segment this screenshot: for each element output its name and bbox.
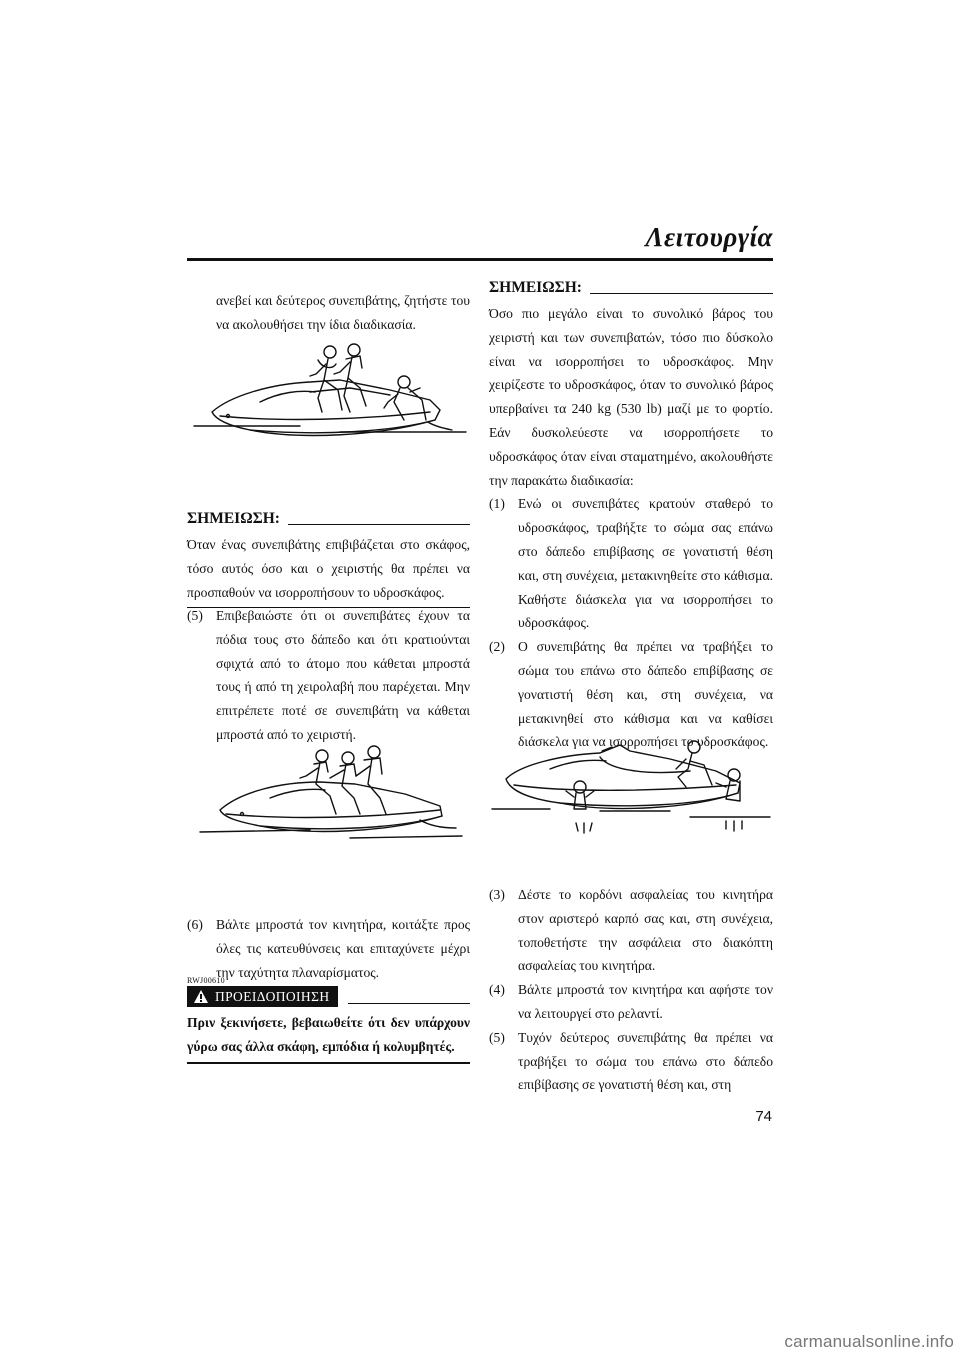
note-1-heading-rule xyxy=(288,524,470,525)
note-1-heading xyxy=(187,509,470,529)
list-item-text: Ο συνεπιβάτης θα πρέπει να τραβήξει το σώμα του επάνω στο δάπεδο επιβίβασης σε γονατιστή θέση και, στη συνέχεια, να μετακινηθεί στο κάθισμα και να καθίσει διάσκελα για να ισορροπήσει το υδροσκάφος. xyxy=(518,639,773,750)
warning-block xyxy=(187,976,470,1064)
warning-heading-rule xyxy=(348,1003,471,1004)
list-item-number: (3) xyxy=(489,887,505,902)
watermark: carmanualsonline.info xyxy=(784,1332,954,1351)
note-1-text: Όταν ένας συνεπιβάτης επιβιβάζεται στο σκάφος, τόσο αυτός όσο και ο χειριστής θα πρέπει να προσπαθούν να ισορροπήσουν το υδροσκάφος. xyxy=(187,537,470,600)
continued-steps-list xyxy=(489,883,773,1097)
list-item-text: Ενώ οι συνεπιβάτες κρατούν σταθερό το υδροσκάφος, τραβήξτε το σώμα σας επάνω στο δάπεδο επιβίβασης σε γονατιστή θέση και, στη συνέχεια, μετακινηθείτε στο κάθισμα. Καθήστε διάσκελα για να ισορροπήσει το υδροσκάφος. xyxy=(518,496,773,631)
list-item-text: Δέστε το κορδόνι ασφαλείας του κινητήρα στον αριστερό καρπό σας και, στη συνέχεια, τοποθετήστε την ασφάλεια στο διακόπτη ασφαλείας του κινητήρα. xyxy=(518,887,773,974)
balance-steps-list xyxy=(489,492,773,754)
list-item xyxy=(489,883,773,978)
step-5 xyxy=(187,604,470,747)
list-item xyxy=(489,492,773,635)
page-title: Λειτουργία xyxy=(645,222,773,252)
step-5-number: (5) xyxy=(187,608,203,623)
list-item xyxy=(489,1026,773,1097)
step-6 xyxy=(187,913,470,984)
left-column xyxy=(187,289,470,337)
illustration-seated-riders xyxy=(190,740,470,850)
intro-text: ανεβεί και δεύτερος συνεπιβάτης, ζητήστε του να ακολουθήσει την ίδια διαδικασία. xyxy=(216,293,470,332)
warning-label: ΠΡΟΕΙΔΟΠΟΙΗΣΗ xyxy=(215,988,330,1004)
list-item-number: (5) xyxy=(489,1029,505,1045)
note-2-heading-rule xyxy=(590,293,773,294)
note-2 xyxy=(489,278,773,754)
note-2-text: Όσο πιο μεγάλο είναι το συνολικό βάρος του χειριστή και των συνεπιβατών, τόσο πιο δύσκολο είναι να ισορροπήσει το υδροσκάφος. Μην χειρίζεστε το υδροσκάφος, όταν το συνολικό βάρος υπερβαίνει τα 240 kg (530 lb) μαζί με το φορτίο. Εάν δυσκολεύεστε να ισορροπήσετε το υδροσκάφος όταν είναι σταματημένο, ακολουθήστε την παρακάτω διαδικασία: xyxy=(489,306,773,488)
list-item-number: (4) xyxy=(489,982,505,998)
note-1 xyxy=(187,509,470,608)
step-6-number: (6) xyxy=(187,917,203,932)
list-item-text: Βάλτε μπροστά τον κινητήρα και αφήστε τον να λειτουργεί στο ρελαντί. xyxy=(518,982,773,1021)
step-6-text: Βάλτε μπροστά τον κινητήρα, κοιτάξτε προς όλες τις κατευθύνσεις και επιταχύνετε μέχρι την ταχύτητα πλαναρίσματος. xyxy=(216,917,470,980)
note-1-title: ΣΗΜΕΙΩΣΗ: xyxy=(187,510,280,527)
warning-code: RWJ00610 xyxy=(187,976,225,985)
step-5-text: Επιβεβαιώστε ότι οι συνεπιβάτες έχουν τα πόδια τους στο δάπεδο και ότι κρατιούνται σφιχτά από το άτομο που κάθεται μπροστά τους ή από τη χειρολαβή που παρέχεται. Μην επιτρέπετε ποτέ σε συνεπιβάτη να κάθεται μπροστά από το χειριστή. xyxy=(216,608,470,742)
warning-label-box xyxy=(187,986,338,1007)
note-2-heading xyxy=(489,278,773,298)
warning-text: Πριν ξεκινήσετε, βεβαιωθείτε ότι δεν υπάρχουν γύρω σας άλλα σκάφη, εμπόδια ή κολυμβητές. xyxy=(187,1015,470,1054)
list-item-number: (1) xyxy=(489,496,505,512)
list-item xyxy=(489,978,773,1026)
note-2-title: ΣΗΜΕΙΩΣΗ: xyxy=(489,279,582,296)
illustration-boarding xyxy=(190,340,470,455)
illustration-water-boarding xyxy=(490,735,772,845)
warning-heading xyxy=(187,986,470,1007)
warning-triangle-icon xyxy=(193,989,209,1004)
page-number: 74 xyxy=(755,1108,772,1125)
list-item-text: Τυχόν δεύτερος συνεπιβάτης θα πρέπει να τραβήξει το σώμα του επάνω στο δάπεδο επιβίβασης σε γονατιστή θέση και, στη xyxy=(518,1029,773,1093)
warning-end-rule xyxy=(187,1062,470,1064)
list-item-number: (2) xyxy=(489,639,505,655)
header-rule xyxy=(187,258,773,261)
